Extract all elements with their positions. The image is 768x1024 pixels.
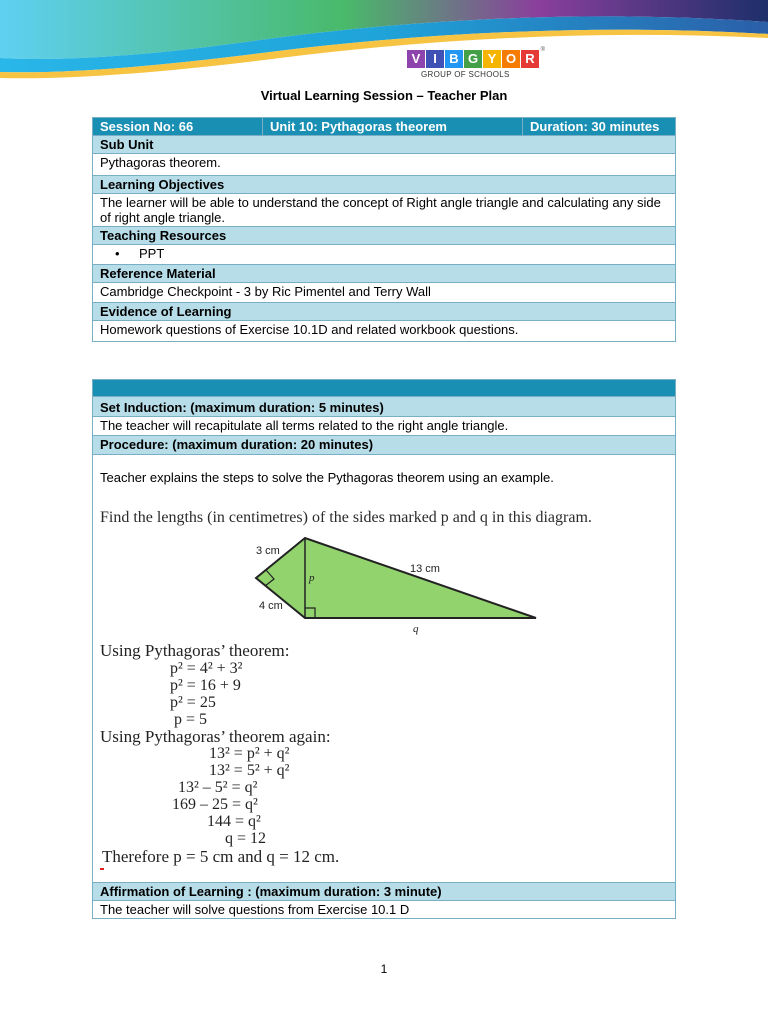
step-line: p² = 16 + 9 xyxy=(170,677,241,694)
evidence-value: Homework questions of Exercise 10.1D and related workbook questions. xyxy=(93,321,676,342)
reference-heading: Reference Material xyxy=(93,265,676,283)
affirmation-value: The teacher will solve questions from Exercise 10.1 D xyxy=(93,901,676,919)
triangle-diagram xyxy=(98,505,658,635)
red-mark xyxy=(100,868,104,870)
step-heading-1: Using Pythagoras’ theorem: xyxy=(100,641,290,660)
label-3cm: 3 cm xyxy=(256,545,280,557)
logo-letter: Y xyxy=(483,50,501,68)
step-line: p² = 25 xyxy=(170,694,216,711)
step-line: q = 12 xyxy=(225,830,267,847)
objectives-value: The learner will be able to understand the concept of Right angle triangle and calculating any side of right angle triangle. xyxy=(93,194,676,227)
label-p: p xyxy=(309,572,315,584)
vibgyor-logo xyxy=(407,47,545,79)
objectives-heading: Learning Objectives xyxy=(93,176,676,194)
set-induction-heading: Set Induction: (maximum duration: 5 minutes) xyxy=(93,397,676,417)
resources-heading: Teaching Resources xyxy=(93,227,676,245)
session-header-row xyxy=(93,118,676,136)
logo-letter: I xyxy=(426,50,444,68)
step-line: 144 = q² xyxy=(207,813,261,830)
logo-subtitle: GROUP OF SCHOOLS xyxy=(421,70,510,79)
logo-letter: B xyxy=(445,50,463,68)
set-induction-value: The teacher will recapitulate all terms related to the right angle triangle. xyxy=(93,417,676,436)
triangle-shape xyxy=(256,538,536,618)
logo-letters xyxy=(407,50,539,68)
session-number: Session No: 66 xyxy=(93,118,263,136)
step-line: 13² – 5² = q² xyxy=(178,779,258,796)
reference-value: Cambridge Checkpoint - 3 by Ric Pimentel and Terry Wall xyxy=(93,283,676,303)
sub-unit-heading: Sub Unit xyxy=(93,136,676,154)
problem-statement: Find the lengths (in centimetres) of the sides marked p and q in this diagram. xyxy=(100,509,592,526)
evidence-heading: Evidence of Learning xyxy=(93,303,676,321)
trademark-symbol: ® xyxy=(540,47,545,53)
step-line: p = 5 xyxy=(174,711,208,728)
resource-item: • PPT xyxy=(93,245,676,265)
step-line: 13² = p² + q² xyxy=(209,745,290,762)
label-4cm: 4 cm xyxy=(259,600,283,612)
logo-letter: G xyxy=(464,50,482,68)
logo-letter: R xyxy=(521,50,539,68)
procedure-value: Teacher explains the steps to solve the Pythagoras theorem using an example. xyxy=(100,470,554,485)
unit-title: Unit 10: Pythagoras theorem xyxy=(263,118,523,136)
session-plan-table xyxy=(92,117,676,342)
header-wave-banner xyxy=(0,0,768,95)
affirmation-heading: Affirmation of Learning : (maximum duration: 3 minute) xyxy=(93,883,676,901)
page-number: 1 xyxy=(380,962,388,976)
conclusion: Therefore p = 5 cm and q = 12 cm. xyxy=(102,847,340,866)
logo-letter: V xyxy=(407,50,425,68)
document-title: Virtual Learning Session – Teacher Plan xyxy=(260,88,508,103)
step-heading-2: Using Pythagoras’ theorem again: xyxy=(100,727,331,746)
step-line: 169 – 25 = q² xyxy=(172,796,258,813)
label-13cm: 13 cm xyxy=(410,563,440,575)
step-line: p² = 4² + 3² xyxy=(170,660,243,677)
label-q: q xyxy=(413,623,419,635)
session-duration: Duration: 30 minutes xyxy=(523,118,676,136)
procedure-heading: Procedure: (maximum duration: 20 minutes) xyxy=(93,436,676,455)
worked-example xyxy=(98,505,658,883)
lesson-header-bar xyxy=(93,380,676,397)
step-line: 13² = 5² + q² xyxy=(209,762,290,779)
logo-letter: O xyxy=(502,50,520,68)
sub-unit-value: Pythagoras theorem. xyxy=(93,154,676,176)
